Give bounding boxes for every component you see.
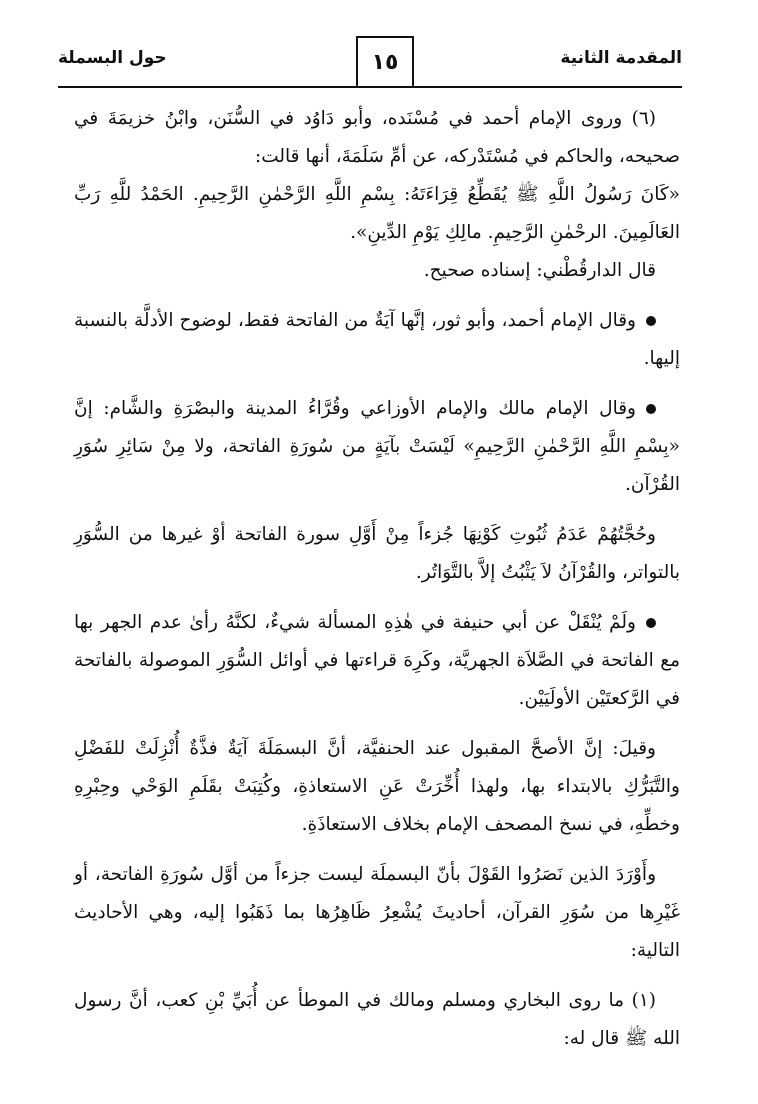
bullet-icon: [646, 404, 656, 414]
paragraph-daraqutni: قال الدارقُطْني: إسناده صحيح.: [423, 260, 656, 281]
running-header: [58, 36, 682, 88]
bullet-icon: [646, 316, 656, 326]
paragraph-hadith-quote: «كَانَ رَسُولُ اللَّهِ ﷺ يُقَطِّعُ قِرَاءَتَهُ: بِسْمِ اللَّهِ الرَّحْمٰنِ الرَّحِيمِ. الحَمْدُ للَّهِ رَبِّ العَالَمِينَ. الرحْمٰنِ الرَّحِيمِ. مالِكِ يَوْمِ الدِّينِ».: [74, 184, 680, 243]
section-title: حول البسملة: [58, 48, 167, 68]
paragraph-argument: وحُجَّتُهُمْ عَدَمُ ثُبُوتِ كَوْنِهَا جُزءاً مِنْ أَوَّلِ سورة الفاتحة أوْ غيرها من السُّوَرِ بالتواتر، والقُرْآنُ لاَ يَثْبُتُ إلاَّ بالتَّوَاتُر.: [74, 524, 680, 583]
paragraph-evidence: وأَوْرَدَ الذين نَصَرُوا القَوْلَ بأنّ البسملَة ليست جزءاً من أوَّل سُورَةِ الفاتحة، أو غَيْرِها من سُوَرِ القرآن، أحاديثَ يُشْعِرُ ظَاهِرُها بما ذَهَبُوا إليه، وهي الأحاديث التالية:: [74, 864, 680, 961]
paragraph-malik-view: [74, 390, 680, 504]
header-rule: [58, 86, 682, 88]
bullet-icon: [646, 618, 656, 628]
body-text: [74, 100, 680, 1058]
paragraph-text: وقال الإمام أحمد، وأبو ثور، إنَّها آيَةٌ من الفاتحة فقط، لوضوح الأدلَّة بالنسبة إليها.: [74, 310, 680, 369]
paragraph-hadith-1: (١) ما روى البخاري ومسلم ومالك في الموطأ عن أُبَيِّ بْنِ كعب، أنَّ رسول الله ﷺ قال له:: [74, 990, 680, 1049]
page-number: ١٥: [356, 36, 414, 86]
paragraph-hadith-6: (٦) وروى الإمام أحمد في مُسْنَده، وأبو دَاوُد في السُّنَن، وابْنُ خزيمَةَ في صحيحه، والحاكم في مُسْتَدْركه، عن أمِّ سَلَمَةَ، أنها قالت:: [74, 108, 680, 167]
paragraph-text: وقال الإمام مالك والإمام الأوزاعي وقُرَّاءُ المدينة والبصْرَةِ والشَّام: إنَّ «بِسْمِ اللَّهِ الرَّحْمٰنِ الرَّحِيمِ» لَيْسَتْ بآيَةٍ من سُورَةِ الفاتحة، ولا مِنْ سَائِرِ سُوَرِ القُرْآن.: [74, 398, 680, 495]
chapter-title: المقدمة الثانية: [560, 48, 682, 68]
paragraph-abu-hanifa: [74, 604, 680, 718]
paragraph-hanafi: وقيلَ: إنَّ الأصحَّ المقبول عند الحنفيَّة، أنَّ البسمَلَةَ آيَةٌ فذَّةٌ أُنْزِلَتْ للفَضْلِ والتَّبَرُّكِ بالابتداء بها، ولهذا أُخِّرَتْ عَنِ الاستعاذةِ، وكُتِبَتْ بقَلَمِ الوَحْي وحِبْرِهِ وخطِّهِ، في نسخ المصحف الإمام بخلاف الاستعاذَةِ.: [74, 738, 680, 835]
paragraph-text: ولَمْ يُنْقَلْ عن أبي حنيفة في هٰذِهِ المسألة شيءٌ، لكنَّهُ رأىٰ عدم الجهر بها مع الفاتحة في الصَّلاَة الجهريَّة، وكَرِهَ قراءتها في أوائل السُّوَرِ الموصولة بالفاتحة في الرَّكعتَيْن الأولَيَيْن.: [74, 612, 680, 709]
paragraph-ahmad-view: [74, 302, 680, 378]
